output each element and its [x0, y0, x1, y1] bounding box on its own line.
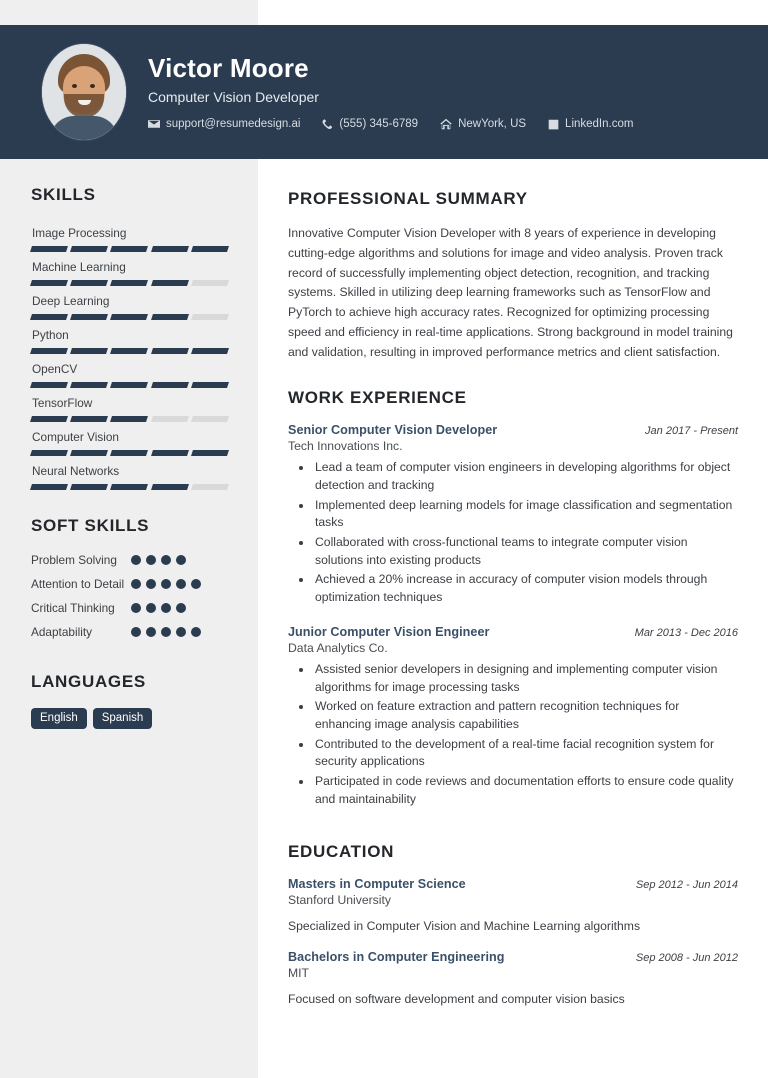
- skill-bar-segment: [151, 246, 189, 252]
- candidate-name: Victor Moore: [148, 52, 309, 83]
- skill-row: [31, 357, 228, 388]
- skill-bar-segment: [30, 484, 68, 490]
- rating-dot: [161, 627, 171, 637]
- entry-header: [288, 877, 738, 891]
- skill-bar-segment: [110, 280, 148, 286]
- skill-row: [31, 289, 228, 320]
- skill-bar-segment: [70, 280, 108, 286]
- job-title: Junior Computer Vision Engineer: [288, 624, 490, 639]
- main-column: [258, 159, 768, 1023]
- skill-bar-segment: [70, 416, 108, 422]
- language-chip: English: [31, 708, 87, 729]
- school-name: Stanford University: [288, 893, 391, 908]
- skill-bar-segment: [30, 314, 68, 320]
- skills-heading: SKILLS: [31, 185, 96, 204]
- skill-row: [31, 459, 228, 490]
- soft-skill-name: Critical Thinking: [31, 601, 115, 615]
- job-bullet: • Participated in code reviews and documentation efforts to ensure code quality and maintainability: [313, 773, 738, 808]
- skill-level-bar: [31, 246, 228, 252]
- skill-name: Python: [32, 328, 69, 342]
- contact-email-text: support@resumedesign.ai: [166, 118, 301, 131]
- skill-bar-segment: [110, 416, 148, 422]
- skill-bar-segment: [70, 484, 108, 490]
- education-description: Specialized in Computer Vision and Machine Learning algorithms: [288, 919, 641, 934]
- skill-level-bar: [31, 382, 228, 388]
- resume-header: [0, 25, 768, 159]
- job-bullet: • Collaborated with cross-functional teams to integrate computer vision solutions into existing products: [313, 534, 738, 569]
- job-bullet-list: [288, 459, 738, 607]
- skill-bar-segment: [70, 246, 108, 252]
- skill-row: [31, 221, 228, 252]
- degree-date-range: Sep 2012 - Jun 2014: [635, 879, 738, 892]
- rating-dot: [131, 555, 141, 565]
- rating-dot: [176, 603, 186, 613]
- soft-skill-rating: [131, 624, 203, 637]
- job-date-range: Mar 2013 - Dec 2016: [634, 626, 738, 639]
- soft-skill-rating: [131, 600, 203, 613]
- skill-level-bar: [31, 348, 228, 354]
- language-chip: Spanish: [93, 708, 153, 729]
- soft-skill-row: [31, 552, 228, 574]
- contact-email[interactable]: [148, 118, 300, 130]
- skill-name: Deep Learning: [32, 294, 110, 308]
- job-bullet: • Lead a team of computer vision engineers in developing algorithms for object detection and tracking: [313, 459, 738, 494]
- summary-heading: PROFESSIONAL SUMMARY: [288, 189, 528, 208]
- skill-bar-segment: [151, 382, 189, 388]
- job-title: Senior Computer Vision Developer: [288, 423, 498, 438]
- experience-entry: [288, 625, 738, 809]
- entry-header: [288, 950, 738, 964]
- job-bullet: • Worked on feature extraction and pattern recognition techniques for enhancing image analysis capabilities: [313, 698, 738, 733]
- skill-bar-segment: [70, 382, 108, 388]
- skill-bar-segment: [191, 450, 229, 456]
- rating-dot: [161, 555, 171, 565]
- skill-bar-segment: [191, 484, 229, 490]
- skill-bar-segment: [30, 348, 68, 354]
- header-text-block: [148, 54, 633, 131]
- education-heading: EDUCATION: [288, 842, 395, 862]
- skill-level-bar: [31, 314, 228, 320]
- soft-skill-name: Problem Solving: [31, 553, 117, 567]
- skill-bar-segment: [110, 450, 148, 456]
- rating-dot: [176, 627, 186, 637]
- soft-skill-name: Attention to Detail: [31, 577, 125, 591]
- skill-bar-segment: [30, 450, 68, 456]
- degree-title: Bachelors in Computer Engineering: [288, 950, 505, 965]
- employer-name: Data Analytics Co.: [288, 640, 388, 655]
- job-bullet: • Assisted senior developers in designing and implementing computer vision algorithms for image processing tasks: [313, 661, 738, 696]
- skill-bar-segment: [30, 280, 68, 286]
- summary-text: Innovative Computer Vision Developer with 8 years of experience in developing cutting-edge algorithms and solutions for image and video analysis. Proven track record of successfully implementing object detection, recognition, and tracking systems. Skilled in utilizing deep learning frameworks such as TensorFlow and PyTorch to achieve high accuracy rates. Recognized for optimizing processing speed and efficiency in real-time applications. Strong background in model training and validation, resulting in improved performance metrics and client satisfaction.: [288, 226, 733, 359]
- skill-row: [31, 323, 228, 354]
- skill-bar-segment: [30, 246, 68, 252]
- skill-bar-segment: [30, 416, 68, 422]
- skill-bar-segment: [191, 416, 229, 422]
- skill-bar-segment: [151, 450, 189, 456]
- soft-skill-row: [31, 600, 228, 622]
- employer-name: Tech Innovations Inc.: [288, 439, 403, 454]
- sidebar: [0, 159, 258, 729]
- entry-header: [288, 423, 738, 437]
- soft-skill-row: [31, 576, 228, 598]
- skill-bar-segment: [151, 280, 189, 286]
- job-bullet-list: [288, 661, 738, 809]
- contact-phone-text: (555) 345-6789: [339, 118, 419, 131]
- job-date-range: Jan 2017 - Present: [645, 425, 738, 438]
- rating-dot: [131, 603, 141, 613]
- home-icon: [440, 118, 452, 130]
- soft-skill-rating: [131, 552, 203, 565]
- contact-location[interactable]: [440, 118, 526, 130]
- contact-linkedin-text: LinkedIn.com: [565, 118, 634, 131]
- rating-dot: [176, 555, 186, 565]
- education-entry: [288, 877, 738, 936]
- skill-level-bar: [31, 484, 228, 490]
- skill-name: Neural Networks: [32, 464, 120, 478]
- rating-dot: [191, 627, 201, 637]
- skill-row: [31, 391, 228, 422]
- skill-bar-segment: [110, 382, 148, 388]
- rating-dot: [161, 603, 171, 613]
- skill-name: TensorFlow: [32, 396, 93, 410]
- skill-bar-segment: [30, 382, 68, 388]
- skill-bar-segment: [151, 484, 189, 490]
- degree-title: Masters in Computer Science: [288, 877, 466, 892]
- skill-row: [31, 425, 228, 456]
- skill-bar-segment: [191, 348, 229, 354]
- skill-row: [31, 255, 228, 286]
- skill-bar-segment: [70, 314, 108, 320]
- soft-skill-rating: [131, 576, 203, 589]
- skill-level-bar: [31, 416, 228, 422]
- candidate-role: Computer Vision Developer: [148, 89, 319, 106]
- skills-list: [31, 221, 228, 490]
- education-list: [288, 877, 738, 1008]
- skill-bar-segment: [70, 348, 108, 354]
- rating-dot: [131, 579, 141, 589]
- rating-dot: [146, 627, 156, 637]
- skill-name: OpenCV: [32, 362, 78, 376]
- skill-bar-segment: [191, 280, 229, 286]
- languages-heading: LANGUAGES: [31, 672, 146, 691]
- languages-list: [31, 708, 228, 729]
- rating-dot: [191, 579, 201, 589]
- skill-name: Computer Vision: [32, 430, 119, 444]
- phone-icon: [322, 118, 333, 130]
- soft-skill-name: Adaptability: [31, 625, 92, 639]
- skill-level-bar: [31, 450, 228, 456]
- job-bullet: • Implemented deep learning models for image classification and segmentation tasks: [313, 497, 738, 532]
- experience-list: [288, 423, 738, 808]
- contact-phone[interactable]: [322, 118, 418, 130]
- skill-bar-segment: [110, 314, 148, 320]
- soft-skill-row: [31, 624, 228, 646]
- skill-bar-segment: [110, 484, 148, 490]
- contact-linkedin[interactable]: [548, 118, 633, 130]
- soft-skills-list: [31, 552, 228, 646]
- job-bullet: • Achieved a 20% increase in accuracy of computer vision models through optimization techniques: [313, 571, 738, 606]
- rating-dot: [131, 627, 141, 637]
- skill-bar-segment: [151, 416, 189, 422]
- skill-level-bar: [31, 280, 228, 286]
- entry-header: [288, 625, 738, 639]
- skill-name: Machine Learning: [32, 260, 126, 274]
- avatar: [42, 44, 126, 140]
- skill-bar-segment: [110, 348, 148, 354]
- education-description: Focused on software development and computer vision basics: [288, 992, 625, 1007]
- skill-bar-segment: [151, 314, 189, 320]
- experience-heading: WORK EXPERIENCE: [288, 388, 467, 408]
- skill-bar-segment: [191, 246, 229, 252]
- skill-bar-segment: [151, 348, 189, 354]
- school-name: MIT: [288, 966, 309, 981]
- skill-name: Image Processing: [32, 226, 127, 240]
- education-entry: [288, 950, 738, 1009]
- skill-bar-segment: [110, 246, 148, 252]
- rating-dot: [176, 579, 186, 589]
- linkedin-icon: [548, 119, 559, 130]
- contact-list: [148, 118, 633, 130]
- job-bullet: • Contributed to the development of a real-time facial recognition system for security applications: [313, 736, 738, 771]
- degree-date-range: Sep 2008 - Jun 2012: [635, 952, 738, 965]
- envelope-icon: [148, 118, 160, 130]
- experience-entry: [288, 423, 738, 607]
- skill-bar-segment: [191, 382, 229, 388]
- rating-dot: [146, 579, 156, 589]
- soft-skills-heading: SOFT SKILLS: [31, 516, 150, 535]
- contact-location-text: NewYork, US: [458, 118, 527, 131]
- skill-bar-segment: [70, 450, 108, 456]
- skill-bar-segment: [191, 314, 229, 320]
- rating-dot: [146, 603, 156, 613]
- rating-dot: [146, 555, 156, 565]
- rating-dot: [161, 579, 171, 589]
